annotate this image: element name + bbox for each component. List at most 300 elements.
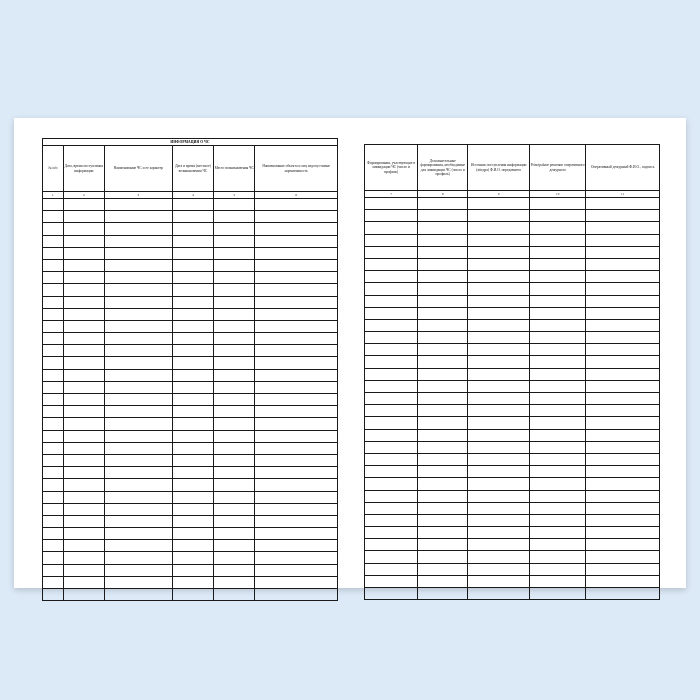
table-cell[interactable] xyxy=(43,442,64,454)
table-cell[interactable] xyxy=(365,234,418,246)
table-row[interactable] xyxy=(43,442,338,454)
table-cell[interactable] xyxy=(468,258,530,270)
table-cell[interactable] xyxy=(586,563,660,575)
table-row[interactable] xyxy=(43,540,338,552)
table-cell[interactable] xyxy=(530,332,586,344)
table-cell[interactable] xyxy=(43,369,64,381)
table-cell[interactable] xyxy=(214,211,255,223)
table-cell[interactable] xyxy=(586,222,660,234)
table-cell[interactable] xyxy=(214,308,255,320)
table-cell[interactable] xyxy=(104,259,172,271)
table-cell[interactable] xyxy=(214,247,255,259)
table-cell[interactable] xyxy=(214,564,255,576)
table-cell[interactable] xyxy=(63,211,104,223)
table-row[interactable] xyxy=(43,467,338,479)
table-cell[interactable] xyxy=(104,528,172,540)
table-cell[interactable] xyxy=(214,235,255,247)
table-cell[interactable] xyxy=(255,333,338,345)
table-row[interactable] xyxy=(43,284,338,296)
table-cell[interactable] xyxy=(468,441,530,453)
table-row[interactable] xyxy=(43,211,338,223)
table-cell[interactable] xyxy=(468,295,530,307)
table-cell[interactable] xyxy=(63,564,104,576)
table-cell[interactable] xyxy=(43,211,64,223)
table-cell[interactable] xyxy=(418,478,468,490)
table-cell[interactable] xyxy=(172,442,213,454)
table-cell[interactable] xyxy=(43,247,64,259)
table-cell[interactable] xyxy=(214,540,255,552)
table-cell[interactable] xyxy=(365,332,418,344)
table-cell[interactable] xyxy=(418,588,468,600)
table-cell[interactable] xyxy=(43,467,64,479)
table-cell[interactable] xyxy=(172,320,213,332)
table-cell[interactable] xyxy=(63,503,104,515)
table-cell[interactable] xyxy=(418,539,468,551)
table-row[interactable] xyxy=(43,564,338,576)
table-cell[interactable] xyxy=(365,588,418,600)
table-row[interactable] xyxy=(43,247,338,259)
table-cell[interactable] xyxy=(104,491,172,503)
table-cell[interactable] xyxy=(365,417,418,429)
table-cell[interactable] xyxy=(104,320,172,332)
table-cell[interactable] xyxy=(418,368,468,380)
table-cell[interactable] xyxy=(418,551,468,563)
table-cell[interactable] xyxy=(63,369,104,381)
table-cell[interactable] xyxy=(104,589,172,601)
table-cell[interactable] xyxy=(418,453,468,465)
table-cell[interactable] xyxy=(365,453,418,465)
table-cell[interactable] xyxy=(104,272,172,284)
table-row[interactable] xyxy=(365,380,660,392)
table-cell[interactable] xyxy=(530,344,586,356)
table-cell[interactable] xyxy=(255,467,338,479)
table-cell[interactable] xyxy=(365,344,418,356)
table-cell[interactable] xyxy=(63,320,104,332)
table-cell[interactable] xyxy=(104,515,172,527)
table-cell[interactable] xyxy=(43,479,64,491)
table-cell[interactable] xyxy=(468,283,530,295)
table-cell[interactable] xyxy=(255,418,338,430)
table-cell[interactable] xyxy=(418,527,468,539)
table-cell[interactable] xyxy=(530,575,586,587)
table-cell[interactable] xyxy=(418,222,468,234)
table-cell[interactable] xyxy=(468,453,530,465)
table-cell[interactable] xyxy=(214,576,255,588)
table-cell[interactable] xyxy=(586,453,660,465)
table-cell[interactable] xyxy=(530,514,586,526)
table-cell[interactable] xyxy=(468,393,530,405)
table-cell[interactable] xyxy=(468,198,530,210)
table-cell[interactable] xyxy=(365,575,418,587)
table-cell[interactable] xyxy=(586,514,660,526)
table-row[interactable] xyxy=(365,393,660,405)
table-cell[interactable] xyxy=(43,552,64,564)
table-cell[interactable] xyxy=(530,527,586,539)
table-cell[interactable] xyxy=(418,514,468,526)
table-cell[interactable] xyxy=(530,222,586,234)
table-cell[interactable] xyxy=(172,284,213,296)
table-cell[interactable] xyxy=(172,528,213,540)
table-cell[interactable] xyxy=(255,552,338,564)
table-cell[interactable] xyxy=(63,528,104,540)
table-cell[interactable] xyxy=(255,235,338,247)
table-cell[interactable] xyxy=(468,514,530,526)
table-row[interactable] xyxy=(43,308,338,320)
table-cell[interactable] xyxy=(172,381,213,393)
table-cell[interactable] xyxy=(104,308,172,320)
table-cell[interactable] xyxy=(468,405,530,417)
table-cell[interactable] xyxy=(530,210,586,222)
table-cell[interactable] xyxy=(468,502,530,514)
table-cell[interactable] xyxy=(255,528,338,540)
table-cell[interactable] xyxy=(255,357,338,369)
table-cell[interactable] xyxy=(530,380,586,392)
table-cell[interactable] xyxy=(468,551,530,563)
table-cell[interactable] xyxy=(43,320,64,332)
table-cell[interactable] xyxy=(468,344,530,356)
table-row[interactable] xyxy=(43,296,338,308)
table-cell[interactable] xyxy=(172,564,213,576)
table-row[interactable] xyxy=(365,295,660,307)
table-row[interactable] xyxy=(365,514,660,526)
table-cell[interactable] xyxy=(172,430,213,442)
table-cell[interactable] xyxy=(530,588,586,600)
table-cell[interactable] xyxy=(214,406,255,418)
table-cell[interactable] xyxy=(43,235,64,247)
table-cell[interactable] xyxy=(104,576,172,588)
table-cell[interactable] xyxy=(214,589,255,601)
table-cell[interactable] xyxy=(255,247,338,259)
table-cell[interactable] xyxy=(214,223,255,235)
table-cell[interactable] xyxy=(214,199,255,211)
table-cell[interactable] xyxy=(104,540,172,552)
table-cell[interactable] xyxy=(172,199,213,211)
table-cell[interactable] xyxy=(365,405,418,417)
table-cell[interactable] xyxy=(43,272,64,284)
table-cell[interactable] xyxy=(418,246,468,258)
table-row[interactable] xyxy=(365,258,660,270)
table-cell[interactable] xyxy=(214,528,255,540)
table-cell[interactable] xyxy=(172,406,213,418)
table-cell[interactable] xyxy=(214,272,255,284)
table-row[interactable] xyxy=(365,429,660,441)
table-cell[interactable] xyxy=(468,417,530,429)
table-cell[interactable] xyxy=(468,210,530,222)
table-row[interactable] xyxy=(365,527,660,539)
table-cell[interactable] xyxy=(586,295,660,307)
table-cell[interactable] xyxy=(214,357,255,369)
table-cell[interactable] xyxy=(418,502,468,514)
table-cell[interactable] xyxy=(418,429,468,441)
table-cell[interactable] xyxy=(214,503,255,515)
table-cell[interactable] xyxy=(43,296,64,308)
table-cell[interactable] xyxy=(468,563,530,575)
table-cell[interactable] xyxy=(214,479,255,491)
table-cell[interactable] xyxy=(530,393,586,405)
table-row[interactable] xyxy=(43,199,338,211)
table-cell[interactable] xyxy=(255,503,338,515)
table-cell[interactable] xyxy=(418,466,468,478)
table-cell[interactable] xyxy=(586,441,660,453)
table-cell[interactable] xyxy=(468,222,530,234)
table-cell[interactable] xyxy=(586,527,660,539)
table-row[interactable] xyxy=(365,563,660,575)
table-cell[interactable] xyxy=(43,418,64,430)
table-row[interactable] xyxy=(43,369,338,381)
table-cell[interactable] xyxy=(365,563,418,575)
table-cell[interactable] xyxy=(365,514,418,526)
table-cell[interactable] xyxy=(468,575,530,587)
table-cell[interactable] xyxy=(530,453,586,465)
table-cell[interactable] xyxy=(255,515,338,527)
table-cell[interactable] xyxy=(172,491,213,503)
table-row[interactable] xyxy=(365,344,660,356)
table-row[interactable] xyxy=(365,575,660,587)
table-cell[interactable] xyxy=(586,405,660,417)
table-cell[interactable] xyxy=(172,540,213,552)
table-cell[interactable] xyxy=(104,467,172,479)
table-cell[interactable] xyxy=(172,467,213,479)
table-row[interactable] xyxy=(43,381,338,393)
table-cell[interactable] xyxy=(172,418,213,430)
table-cell[interactable] xyxy=(586,417,660,429)
table-row[interactable] xyxy=(365,222,660,234)
table-cell[interactable] xyxy=(63,308,104,320)
table-cell[interactable] xyxy=(63,406,104,418)
table-cell[interactable] xyxy=(104,223,172,235)
table-cell[interactable] xyxy=(214,442,255,454)
table-cell[interactable] xyxy=(468,368,530,380)
table-cell[interactable] xyxy=(214,369,255,381)
table-cell[interactable] xyxy=(586,344,660,356)
table-cell[interactable] xyxy=(43,528,64,540)
table-cell[interactable] xyxy=(63,357,104,369)
table-cell[interactable] xyxy=(586,478,660,490)
table-cell[interactable] xyxy=(63,296,104,308)
table-cell[interactable] xyxy=(104,247,172,259)
table-cell[interactable] xyxy=(172,515,213,527)
table-cell[interactable] xyxy=(365,222,418,234)
table-row[interactable] xyxy=(43,430,338,442)
table-cell[interactable] xyxy=(104,333,172,345)
table-cell[interactable] xyxy=(365,198,418,210)
table-cell[interactable] xyxy=(468,246,530,258)
table-cell[interactable] xyxy=(43,430,64,442)
table-cell[interactable] xyxy=(530,563,586,575)
table-cell[interactable] xyxy=(214,430,255,442)
table-row[interactable] xyxy=(365,210,660,222)
table-cell[interactable] xyxy=(43,308,64,320)
table-row[interactable] xyxy=(43,357,338,369)
table-cell[interactable] xyxy=(586,307,660,319)
table-cell[interactable] xyxy=(365,527,418,539)
table-cell[interactable] xyxy=(255,223,338,235)
table-cell[interactable] xyxy=(365,258,418,270)
table-cell[interactable] xyxy=(255,272,338,284)
table-cell[interactable] xyxy=(365,551,418,563)
table-cell[interactable] xyxy=(586,356,660,368)
table-row[interactable] xyxy=(43,576,338,588)
table-cell[interactable] xyxy=(255,259,338,271)
table-cell[interactable] xyxy=(172,333,213,345)
table-row[interactable] xyxy=(365,332,660,344)
table-row[interactable] xyxy=(365,405,660,417)
table-cell[interactable] xyxy=(468,307,530,319)
table-cell[interactable] xyxy=(418,575,468,587)
table-cell[interactable] xyxy=(468,478,530,490)
table-cell[interactable] xyxy=(104,345,172,357)
table-cell[interactable] xyxy=(104,564,172,576)
table-cell[interactable] xyxy=(586,246,660,258)
table-row[interactable] xyxy=(43,479,338,491)
table-cell[interactable] xyxy=(418,283,468,295)
table-row[interactable] xyxy=(43,454,338,466)
table-cell[interactable] xyxy=(255,284,338,296)
table-row[interactable] xyxy=(365,478,660,490)
table-cell[interactable] xyxy=(365,393,418,405)
table-cell[interactable] xyxy=(586,368,660,380)
table-cell[interactable] xyxy=(418,356,468,368)
table-cell[interactable] xyxy=(365,466,418,478)
table-cell[interactable] xyxy=(418,441,468,453)
table-cell[interactable] xyxy=(214,296,255,308)
table-row[interactable] xyxy=(43,528,338,540)
table-row[interactable] xyxy=(365,283,660,295)
table-cell[interactable] xyxy=(172,357,213,369)
table-cell[interactable] xyxy=(104,552,172,564)
table-cell[interactable] xyxy=(365,539,418,551)
table-cell[interactable] xyxy=(530,246,586,258)
table-cell[interactable] xyxy=(43,515,64,527)
table-cell[interactable] xyxy=(172,479,213,491)
table-cell[interactable] xyxy=(530,319,586,331)
table-cell[interactable] xyxy=(104,454,172,466)
table-cell[interactable] xyxy=(172,503,213,515)
table-cell[interactable] xyxy=(468,356,530,368)
table-cell[interactable] xyxy=(63,540,104,552)
table-cell[interactable] xyxy=(104,357,172,369)
table-cell[interactable] xyxy=(530,234,586,246)
table-cell[interactable] xyxy=(43,564,64,576)
table-cell[interactable] xyxy=(214,284,255,296)
table-cell[interactable] xyxy=(104,284,172,296)
table-cell[interactable] xyxy=(255,479,338,491)
table-cell[interactable] xyxy=(365,307,418,319)
table-cell[interactable] xyxy=(43,333,64,345)
table-row[interactable] xyxy=(365,319,660,331)
table-cell[interactable] xyxy=(104,199,172,211)
table-cell[interactable] xyxy=(365,429,418,441)
table-cell[interactable] xyxy=(63,479,104,491)
table-cell[interactable] xyxy=(104,442,172,454)
table-cell[interactable] xyxy=(172,223,213,235)
table-cell[interactable] xyxy=(586,234,660,246)
table-cell[interactable] xyxy=(43,394,64,406)
table-cell[interactable] xyxy=(63,491,104,503)
table-cell[interactable] xyxy=(63,235,104,247)
table-cell[interactable] xyxy=(104,211,172,223)
table-cell[interactable] xyxy=(172,296,213,308)
table-cell[interactable] xyxy=(468,490,530,502)
table-cell[interactable] xyxy=(104,235,172,247)
table-cell[interactable] xyxy=(468,234,530,246)
table-cell[interactable] xyxy=(530,295,586,307)
table-cell[interactable] xyxy=(418,210,468,222)
table-cell[interactable] xyxy=(172,259,213,271)
table-cell[interactable] xyxy=(63,247,104,259)
table-cell[interactable] xyxy=(468,527,530,539)
table-row[interactable] xyxy=(365,551,660,563)
table-row[interactable] xyxy=(43,333,338,345)
table-cell[interactable] xyxy=(365,368,418,380)
table-cell[interactable] xyxy=(172,454,213,466)
table-row[interactable] xyxy=(365,453,660,465)
table-cell[interactable] xyxy=(104,430,172,442)
table-cell[interactable] xyxy=(365,502,418,514)
table-cell[interactable] xyxy=(586,539,660,551)
table-cell[interactable] xyxy=(172,552,213,564)
table-row[interactable] xyxy=(43,503,338,515)
table-cell[interactable] xyxy=(214,515,255,527)
table-row[interactable] xyxy=(365,539,660,551)
table-cell[interactable] xyxy=(63,284,104,296)
table-row[interactable] xyxy=(365,356,660,368)
table-cell[interactable] xyxy=(63,589,104,601)
table-cell[interactable] xyxy=(255,406,338,418)
table-cell[interactable] xyxy=(214,381,255,393)
table-cell[interactable] xyxy=(418,307,468,319)
table-cell[interactable] xyxy=(418,271,468,283)
table-cell[interactable] xyxy=(43,345,64,357)
table-cell[interactable] xyxy=(255,576,338,588)
table-cell[interactable] xyxy=(63,381,104,393)
table-cell[interactable] xyxy=(586,283,660,295)
table-cell[interactable] xyxy=(255,564,338,576)
table-cell[interactable] xyxy=(172,589,213,601)
table-cell[interactable] xyxy=(63,430,104,442)
table-cell[interactable] xyxy=(586,332,660,344)
table-cell[interactable] xyxy=(255,454,338,466)
table-cell[interactable] xyxy=(418,198,468,210)
table-cell[interactable] xyxy=(530,417,586,429)
table-cell[interactable] xyxy=(104,503,172,515)
table-cell[interactable] xyxy=(63,467,104,479)
table-cell[interactable] xyxy=(586,575,660,587)
table-cell[interactable] xyxy=(63,442,104,454)
table-cell[interactable] xyxy=(214,320,255,332)
table-cell[interactable] xyxy=(586,319,660,331)
table-row[interactable] xyxy=(43,272,338,284)
table-cell[interactable] xyxy=(255,369,338,381)
table-cell[interactable] xyxy=(468,271,530,283)
table-row[interactable] xyxy=(43,589,338,601)
table-row[interactable] xyxy=(365,198,660,210)
table-cell[interactable] xyxy=(63,345,104,357)
table-cell[interactable] xyxy=(530,258,586,270)
table-cell[interactable] xyxy=(468,539,530,551)
table-cell[interactable] xyxy=(43,491,64,503)
table-cell[interactable] xyxy=(104,406,172,418)
table-cell[interactable] xyxy=(418,234,468,246)
table-cell[interactable] xyxy=(418,417,468,429)
table-cell[interactable] xyxy=(214,345,255,357)
table-row[interactable] xyxy=(365,417,660,429)
table-cell[interactable] xyxy=(172,247,213,259)
table-row[interactable] xyxy=(365,271,660,283)
table-cell[interactable] xyxy=(255,430,338,442)
table-cell[interactable] xyxy=(214,491,255,503)
table-cell[interactable] xyxy=(365,490,418,502)
